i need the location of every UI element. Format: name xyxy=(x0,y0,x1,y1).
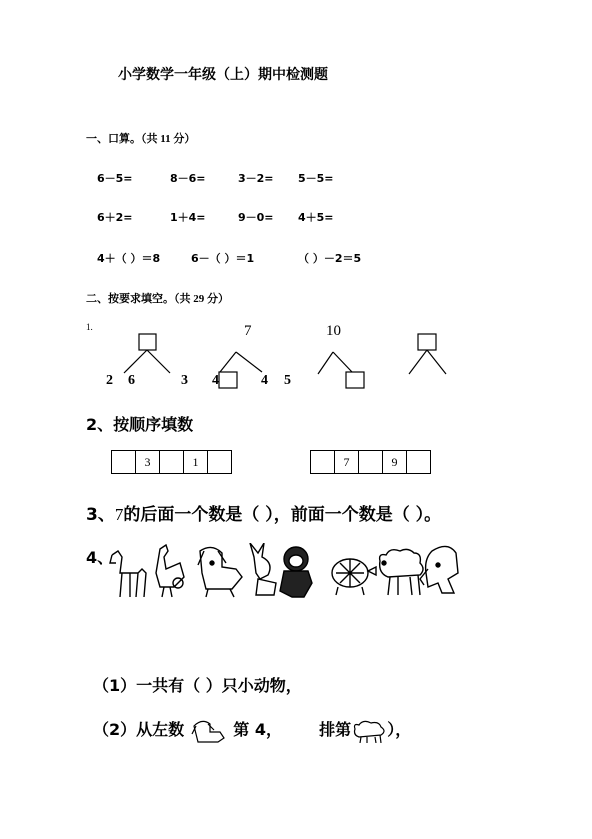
rabbit-icon xyxy=(250,543,276,595)
equation: （ ）－2＝5 xyxy=(298,252,362,265)
tree-top-number: 7 xyxy=(244,323,252,339)
section1-heading-text: 一、口算。 xyxy=(86,132,141,145)
elephant-icon xyxy=(420,546,458,593)
q3-text xyxy=(86,500,441,525)
equation: 6－5= xyxy=(97,172,133,185)
sheep-icon xyxy=(380,549,423,595)
equation: 3－2= xyxy=(238,172,274,185)
answer-box xyxy=(139,334,156,350)
animal-row xyxy=(108,543,460,601)
sequence-row-2 xyxy=(310,450,431,474)
page-title: 小学数学一年级（上）期中检测题 xyxy=(118,67,328,83)
section1-points: （共 11 分） xyxy=(141,133,196,145)
sequence-cell[interactable] xyxy=(208,450,232,474)
q3-number: 7 xyxy=(114,505,124,524)
equation: 4＋5= xyxy=(298,211,334,224)
tree-number: 4 xyxy=(212,373,219,388)
tree-number: 3 xyxy=(181,373,188,388)
sequence-cell[interactable]: 7 xyxy=(335,450,359,474)
sequence-cell[interactable] xyxy=(359,450,383,474)
q3-body: 的后面一个数是（ ），前面一个数是（ ）。 xyxy=(123,505,442,525)
equation: 8－6= xyxy=(170,172,206,185)
q4-sub2-a: （2）从左数 xyxy=(93,720,185,739)
tree-number: 4 xyxy=(261,373,268,388)
q4-sub2-b: 第 4， xyxy=(233,720,283,739)
rooster-icon xyxy=(156,545,184,597)
equation: 9－0= xyxy=(238,211,274,224)
equation: 6＋2= xyxy=(97,211,133,224)
tree-top-number: 10 xyxy=(326,323,341,339)
turtle-icon xyxy=(332,559,376,595)
number-trees xyxy=(0,0,592,400)
equation: 6－（ ）＝1 xyxy=(191,252,255,265)
dog-icon xyxy=(198,547,242,597)
sequence-cell[interactable]: 9 xyxy=(383,450,407,474)
sequence-cell[interactable]: 1 xyxy=(184,450,208,474)
tree-number: 6 xyxy=(128,373,135,388)
answer-box xyxy=(346,372,364,388)
tree-number: 2 xyxy=(106,373,113,388)
monkey-icon xyxy=(280,547,312,597)
sequence-cell[interactable]: 3 xyxy=(136,450,160,474)
q4-sub2-d: ）， xyxy=(387,720,412,739)
answer-box xyxy=(219,372,237,388)
section2-points: （共 29 分） xyxy=(174,293,229,305)
q3-prefix: 3、 xyxy=(86,505,115,525)
q1-label: 1. xyxy=(86,322,93,332)
sequence-cell[interactable] xyxy=(112,450,136,474)
q2-label: 2、按顺序填数 xyxy=(86,415,194,434)
q4-label: 4、 xyxy=(86,548,114,567)
sheep-icon xyxy=(351,719,387,743)
sequence-cell[interactable] xyxy=(160,450,184,474)
q4-sub2 xyxy=(93,717,411,744)
equation: 1＋4= xyxy=(170,211,206,224)
q4-sub1: （1）一共有（ ）只小动物， xyxy=(93,676,302,695)
dog-icon xyxy=(190,718,228,744)
equation: 4＋（ ）＝8 xyxy=(97,252,161,265)
sequence-row-1 xyxy=(111,450,232,474)
section2-heading-text: 二、按要求填空。 xyxy=(86,292,174,305)
tree-number: 5 xyxy=(284,373,291,388)
sequence-cell[interactable] xyxy=(311,450,335,474)
equation: 5－5= xyxy=(298,172,334,185)
sequence-cell[interactable] xyxy=(407,450,431,474)
horse-icon xyxy=(110,551,146,597)
q4-sub2-c: 排第 xyxy=(319,720,352,739)
answer-box xyxy=(418,334,436,350)
